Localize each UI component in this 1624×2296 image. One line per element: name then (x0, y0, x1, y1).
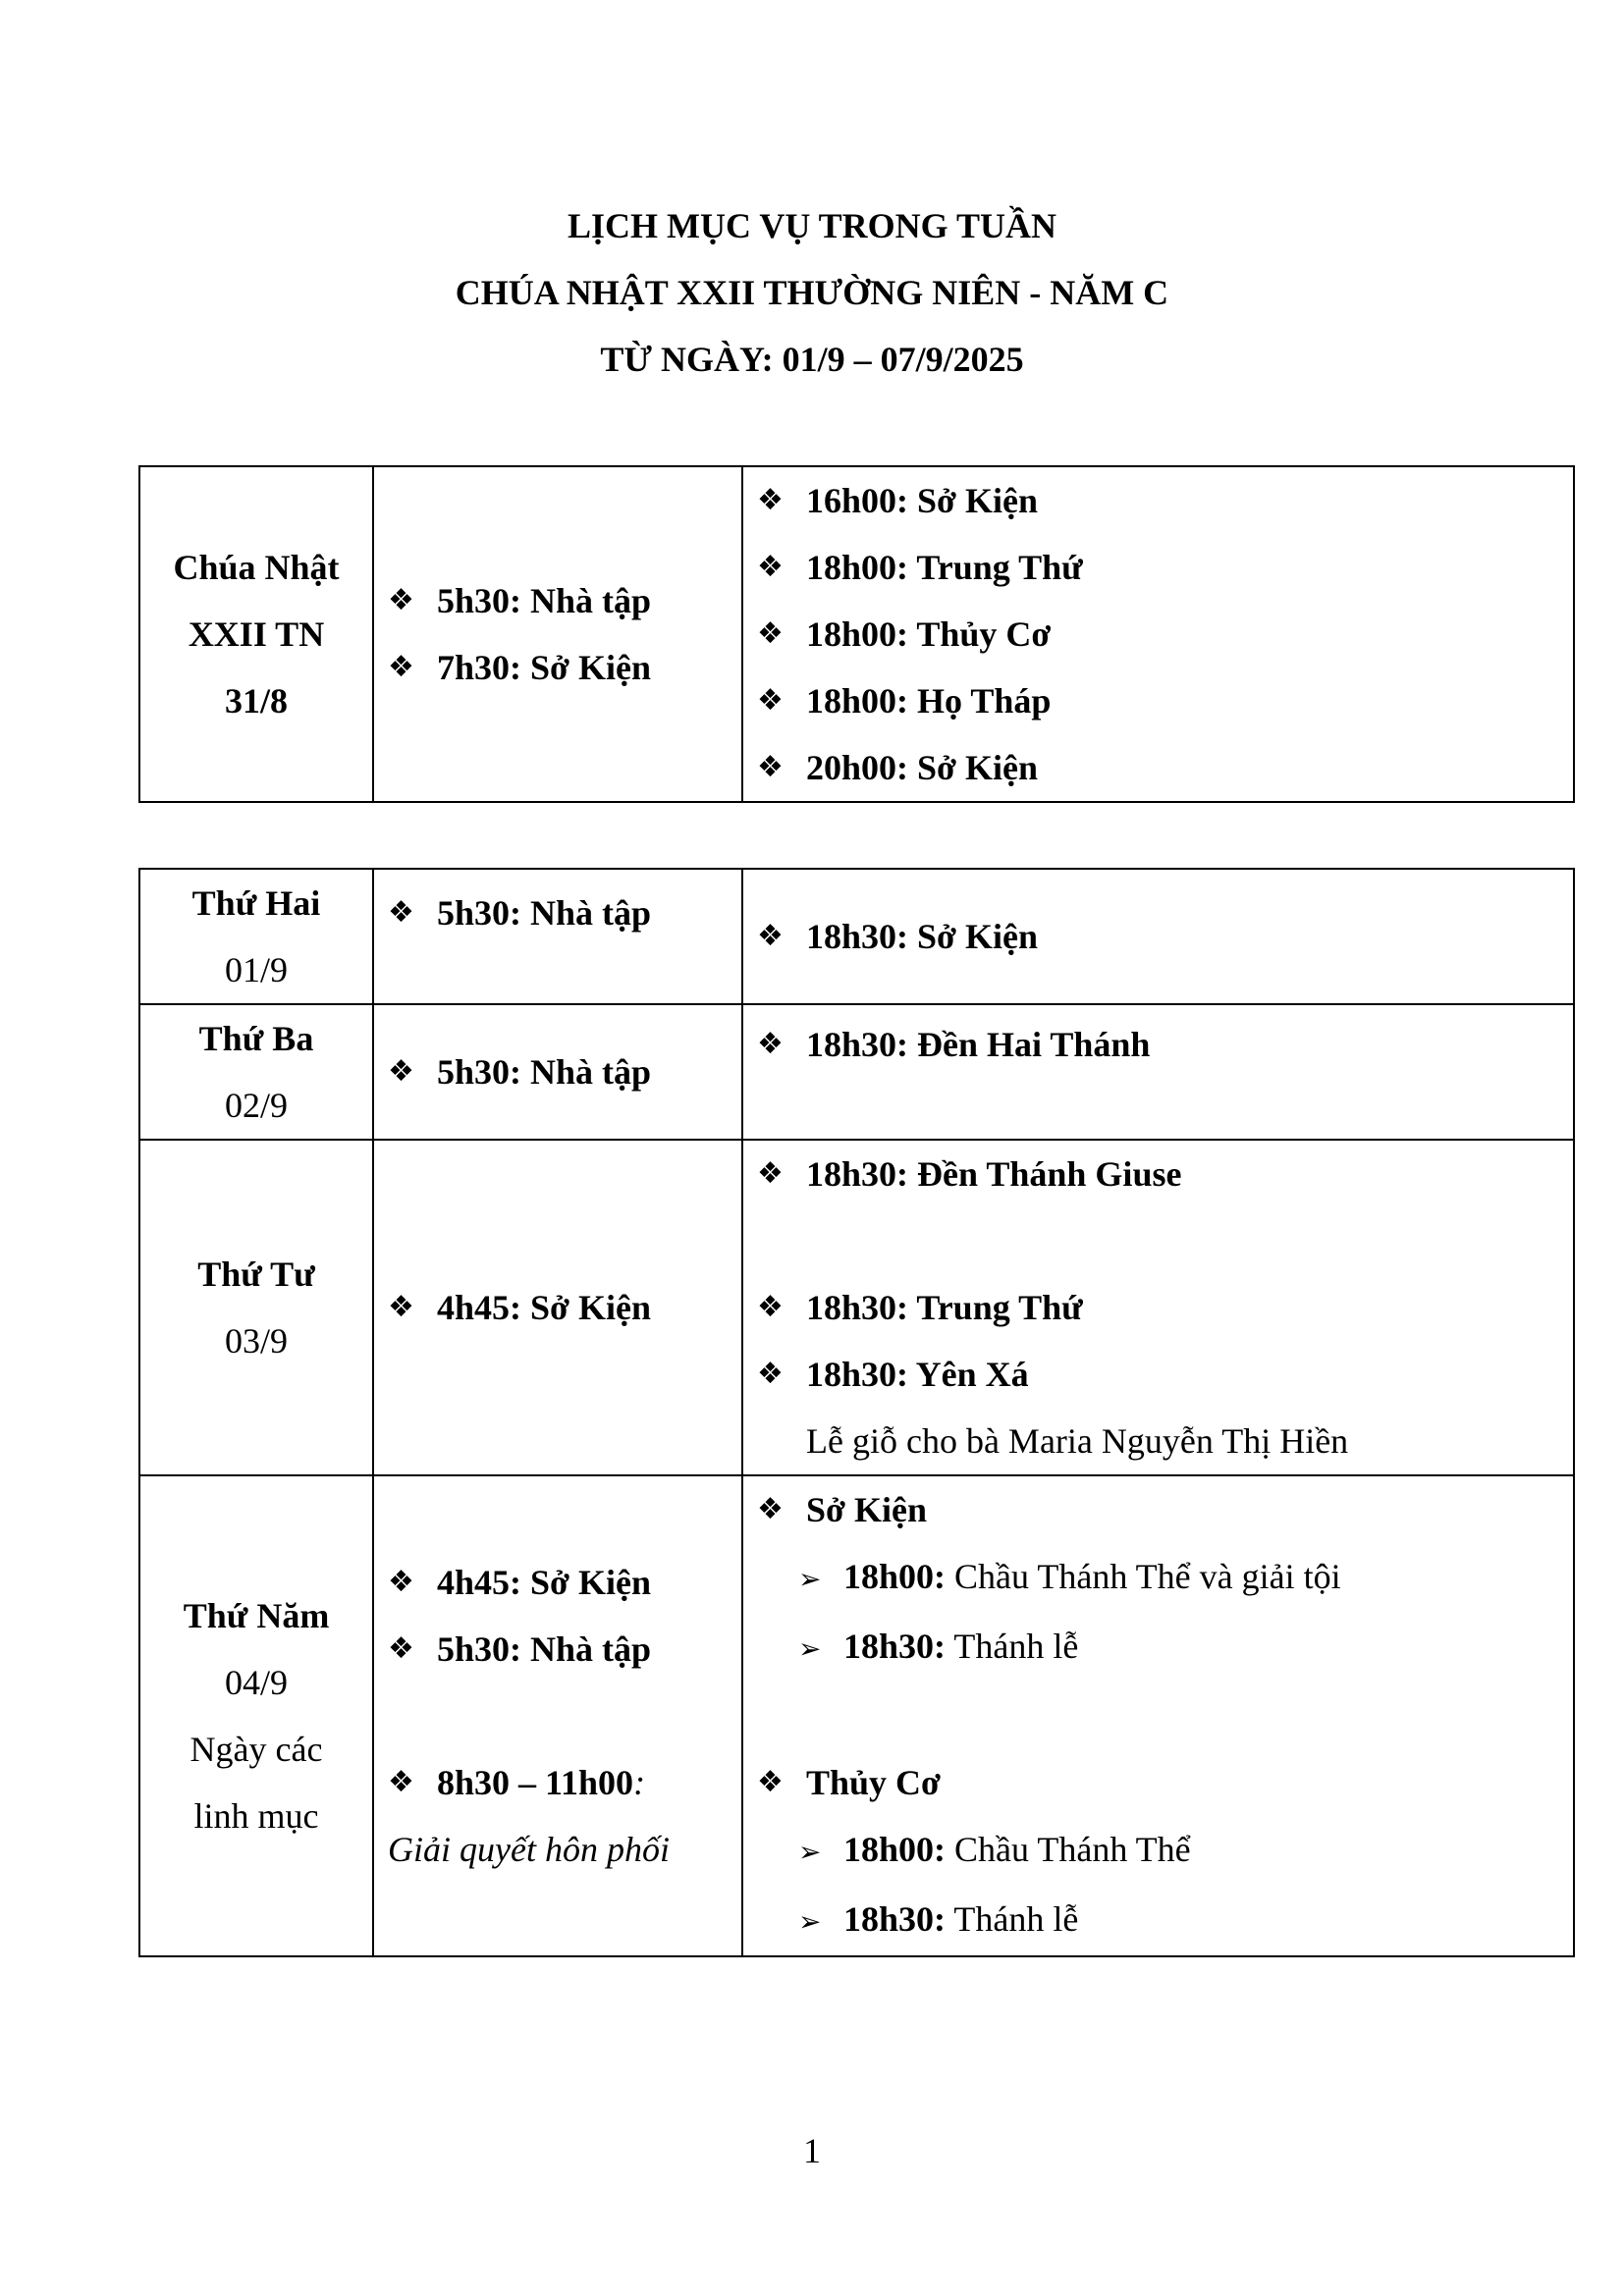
monday-row (139, 869, 1574, 1004)
diamond-bullet-icon: ❖ (757, 1027, 784, 1061)
schedule-entry: ❖ 5h30: Nhà tập (388, 1616, 741, 1682)
diamond-bullet-icon: ❖ (388, 1565, 414, 1599)
weekday-schedule-table (138, 868, 1575, 1957)
diamond-bullet-icon: ❖ (757, 919, 784, 953)
monday-day-cell (139, 869, 373, 1004)
wednesday-day-name: Thứ Tư (197, 1255, 315, 1294)
arrow-bullet-icon: ➢ (798, 1563, 822, 1595)
schedule-entry: ❖ 16h00: Sở Kiện (757, 467, 1573, 534)
arrow-bullet-icon: ➢ (798, 1632, 822, 1665)
schedule-location: ❖ Thủy Cơ (757, 1749, 1573, 1816)
schedule-subtitle: CHÚA NHẬT XXII THƯỜNG NIÊN - NĂM C (455, 273, 1169, 312)
wednesday-row (139, 1140, 1574, 1475)
thursday-day-cell (139, 1475, 373, 1956)
thursday-row (139, 1475, 1574, 1956)
sunday-evening-cell (742, 466, 1574, 802)
tuesday-day-cell (139, 1004, 373, 1140)
marriage-resolution-note: Giải quyết hôn phối (388, 1830, 670, 1869)
thursday-day-note: Ngày các (189, 1730, 323, 1769)
schedule-sub-entry: ➢ 18h30: Thánh lễ (757, 1613, 1573, 1682)
sunday-morning-cell (373, 466, 742, 802)
thursday-date: 04/9 (224, 1663, 288, 1702)
sunday-date: 31/8 (224, 681, 288, 721)
sunday-schedule-table (138, 465, 1575, 803)
diamond-bullet-icon: ❖ (388, 895, 414, 930)
thursday-day-note: linh mục (193, 1796, 319, 1836)
monday-date: 01/9 (224, 950, 288, 989)
tuesday-date: 02/9 (224, 1086, 288, 1125)
schedule-entry: ❖ 18h30: Đền Hai Thánh (757, 1011, 1573, 1078)
wednesday-day-cell (139, 1140, 373, 1475)
sunday-day-name: Chúa Nhật (173, 548, 340, 587)
schedule-sub-entry: ➢ 18h00: Chầu Thánh Thể và giải tội (757, 1543, 1573, 1613)
sunday-day-cell (139, 466, 373, 802)
schedule-location: ❖ Sở Kiện (757, 1476, 1573, 1543)
memorial-note: Lễ giỗ cho bà Maria Nguyễn Thị Hiền (806, 1421, 1349, 1461)
monday-day-name: Thứ Hai (191, 883, 321, 923)
sunday-row (139, 466, 1574, 802)
diamond-bullet-icon: ❖ (757, 550, 784, 584)
schedule-entry: ❖ 18h00: Thủy Cơ (757, 601, 1573, 667)
schedule-entry: ❖ 18h30: Đền Thánh Giuse (757, 1141, 1573, 1207)
wednesday-evening-cell (742, 1140, 1574, 1475)
thursday-evening-cell (742, 1475, 1574, 1956)
arrow-bullet-icon: ➢ (798, 1836, 822, 1868)
schedule-sub-entry: ➢ 18h30: Thánh lễ (757, 1886, 1573, 1955)
schedule-entry: ❖ 18h30: Sở Kiện (757, 903, 1573, 970)
schedule-entry: ❖ 18h00: Họ Tháp (757, 667, 1573, 734)
tuesday-row (139, 1004, 1574, 1140)
page-number: 1 (803, 2131, 821, 2170)
schedule-entry: ❖ 7h30: Sở Kiện (388, 634, 741, 701)
wednesday-date: 03/9 (224, 1321, 288, 1361)
diamond-bullet-icon: ❖ (388, 1054, 414, 1089)
monday-evening-cell (742, 869, 1574, 1004)
diamond-bullet-icon: ❖ (757, 1492, 784, 1526)
schedule-entry: ❖ 18h00: Trung Thứ (757, 534, 1573, 601)
diamond-bullet-icon: ❖ (757, 483, 784, 517)
schedule-date-range: TỪ NGÀY: 01/9 – 07/9/2025 (600, 340, 1024, 379)
diamond-bullet-icon: ❖ (757, 1156, 784, 1191)
schedule-entry: ❖ 5h30: Nhà tập (388, 1039, 741, 1105)
tuesday-evening-cell (742, 1004, 1574, 1140)
tuesday-morning-cell (373, 1004, 742, 1140)
schedule-entry: ❖ 5h30: Nhà tập (388, 567, 741, 634)
page-header (0, 192, 1624, 393)
schedule-entry: ❖ 4h45: Sở Kiện (388, 1274, 741, 1341)
schedule-entry: ❖ 18h30: Yên Xá (757, 1341, 1573, 1408)
arrow-bullet-icon: ➢ (798, 1905, 822, 1938)
diamond-bullet-icon: ❖ (757, 750, 784, 784)
diamond-bullet-icon: ❖ (388, 1765, 414, 1799)
diamond-bullet-icon: ❖ (757, 616, 784, 651)
schedule-entry: ❖ 5h30: Nhà tập (388, 880, 741, 946)
diamond-bullet-icon: ❖ (757, 683, 784, 718)
diamond-bullet-icon: ❖ (388, 650, 414, 684)
diamond-bullet-icon: ❖ (757, 1765, 784, 1799)
wednesday-morning-cell (373, 1140, 742, 1475)
diamond-bullet-icon: ❖ (388, 1631, 414, 1666)
diamond-bullet-icon: ❖ (757, 1290, 784, 1324)
monday-morning-cell (373, 869, 742, 1004)
schedule-title: LỊCH MỤC VỤ TRONG TUẦN (567, 206, 1057, 245)
tuesday-day-name: Thứ Ba (198, 1019, 314, 1058)
diamond-bullet-icon: ❖ (757, 1357, 784, 1391)
thursday-day-name: Thứ Năm (183, 1596, 330, 1635)
sunday-feast: XXII TN (188, 614, 325, 654)
schedule-sub-entry: ➢ 18h00: Chầu Thánh Thể (757, 1816, 1573, 1886)
schedule-entry: ❖ 8h30 – 11h00: (388, 1749, 741, 1816)
thursday-morning-cell (373, 1475, 742, 1956)
diamond-bullet-icon: ❖ (388, 1290, 414, 1324)
diamond-bullet-icon: ❖ (388, 583, 414, 617)
schedule-entry: ❖ 18h30: Trung Thứ (757, 1274, 1573, 1341)
schedule-entry: ❖ 4h45: Sở Kiện (388, 1549, 741, 1616)
schedule-entry: ❖ 20h00: Sở Kiện (757, 734, 1573, 801)
